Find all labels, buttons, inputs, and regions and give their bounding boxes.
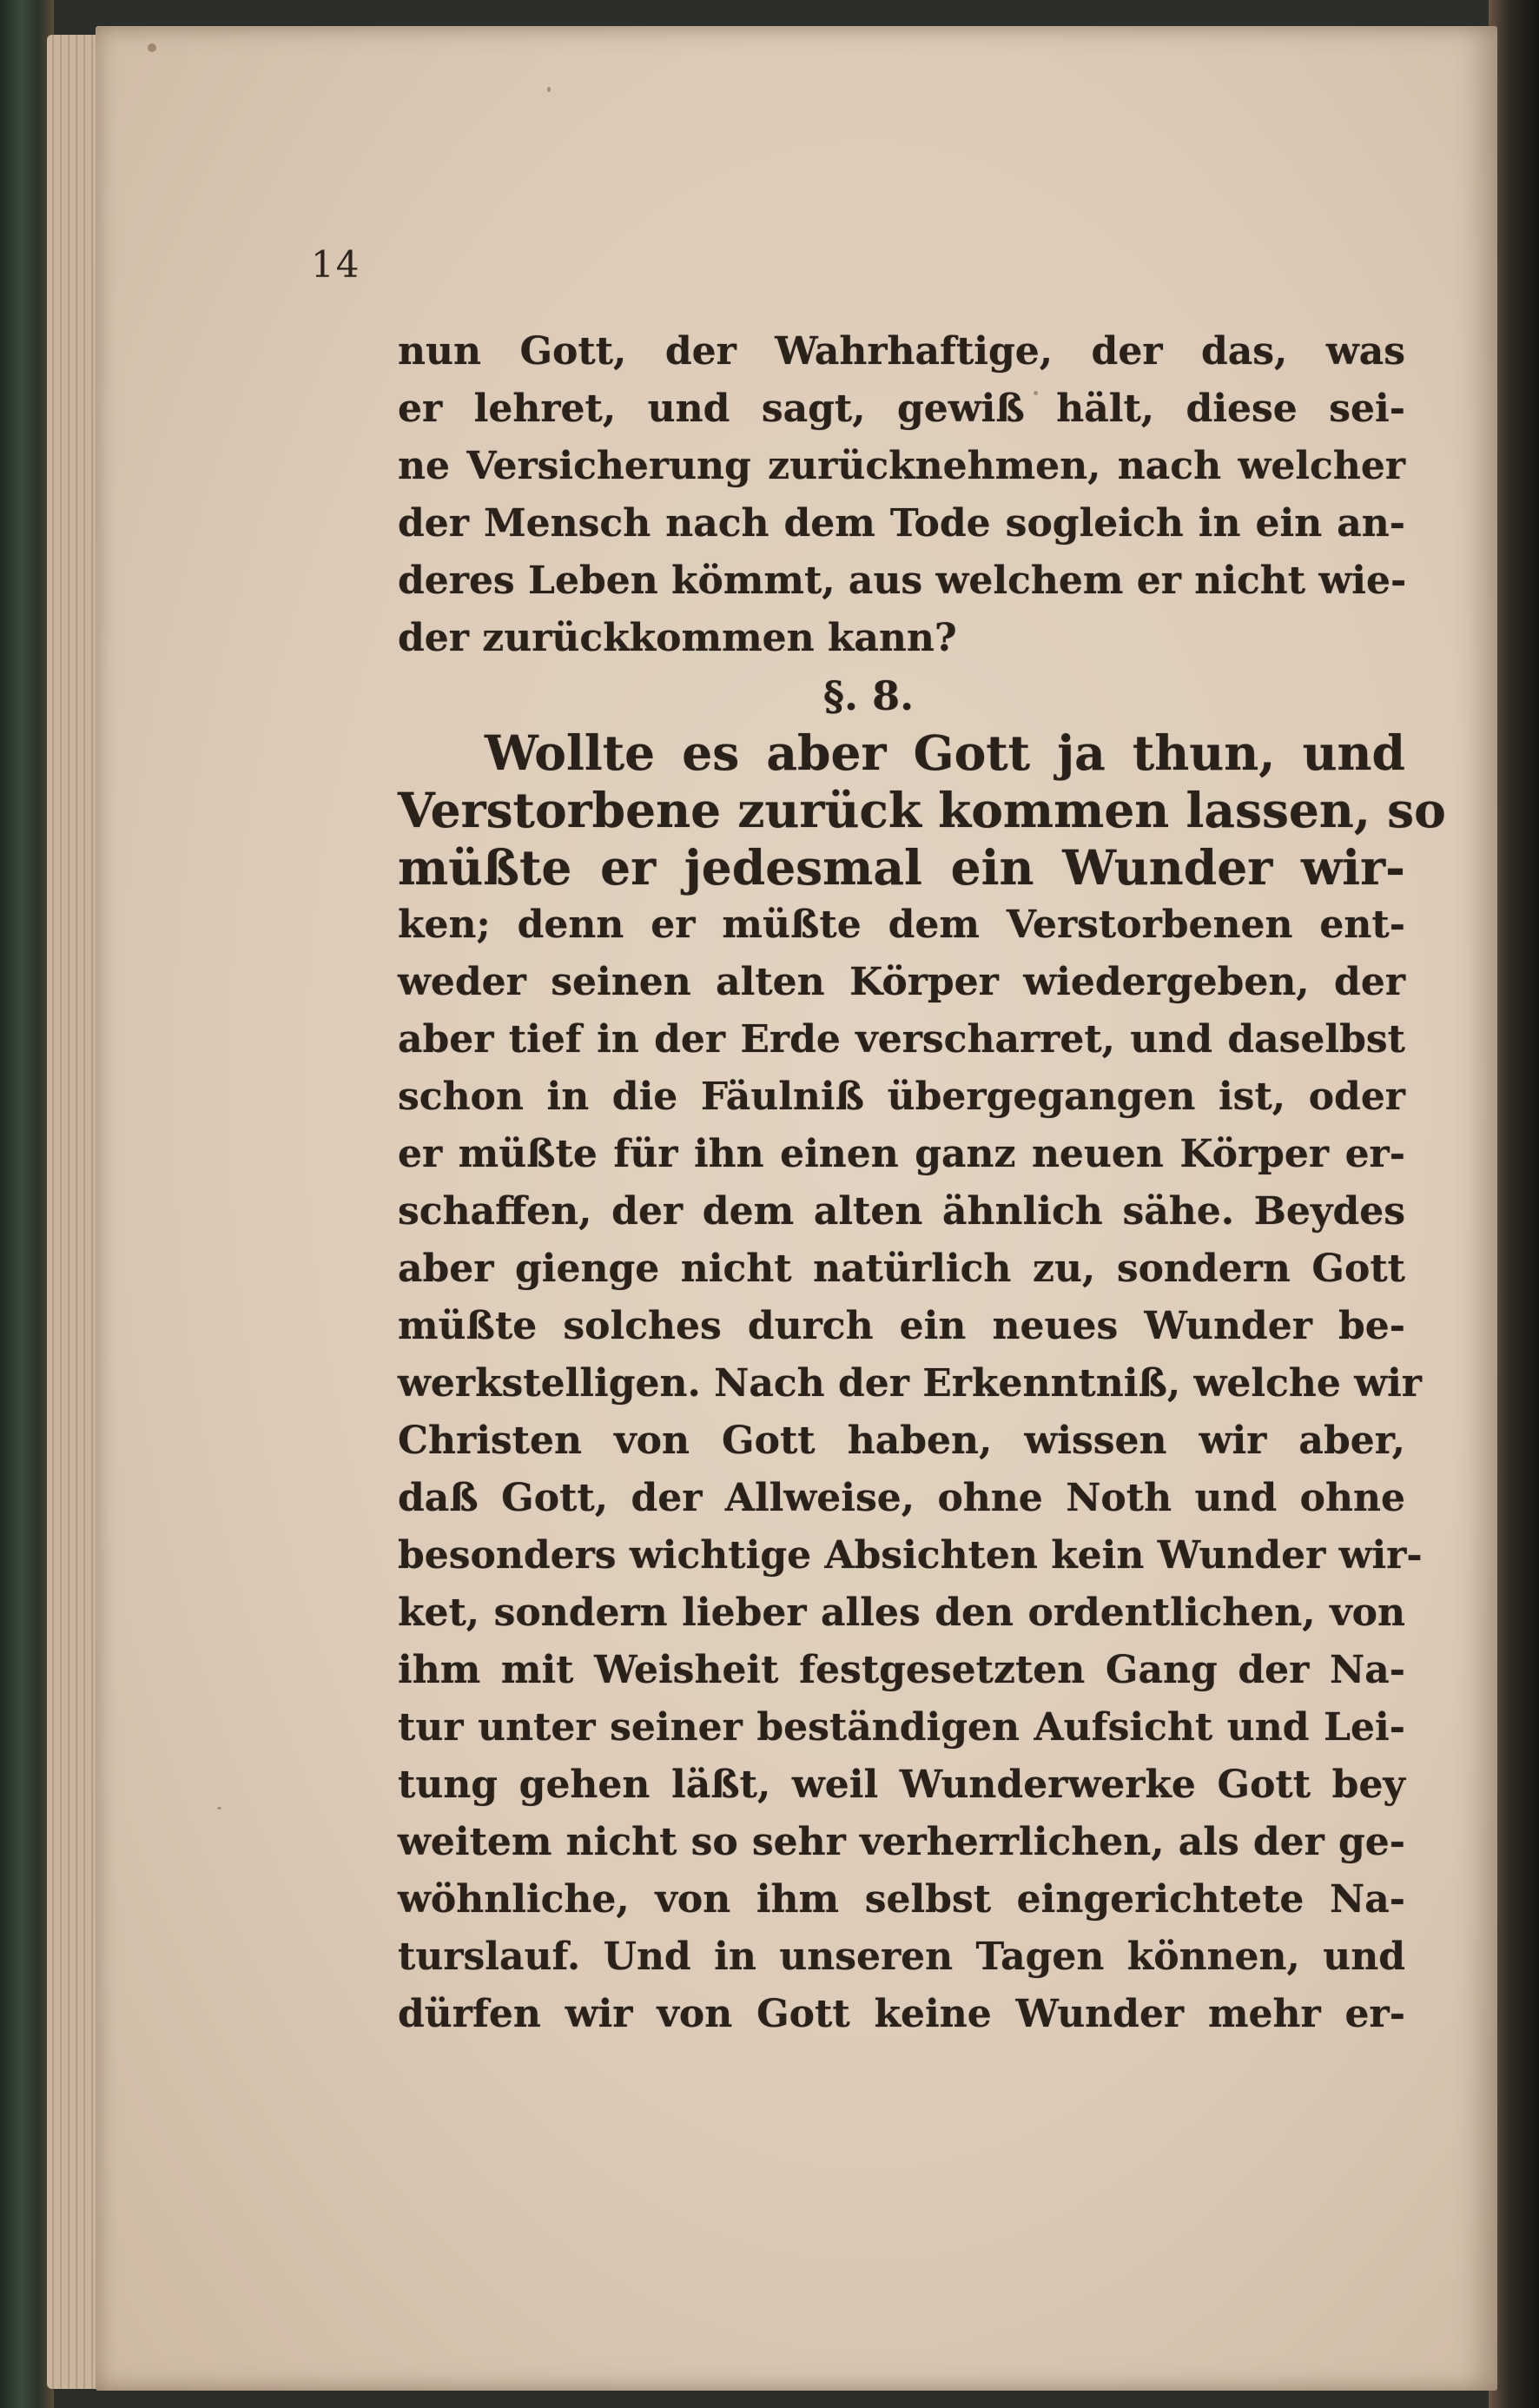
text-line: tur unter seiner beständigen Aufsicht und Lei- xyxy=(398,1705,1405,1750)
text-line: ket, sondern lieber alles den ordentlichen, von xyxy=(398,1591,1405,1635)
text-line: besonders wichtige Absichten kein Wunder wir- xyxy=(398,1533,1423,1578)
section-heading: §. 8. xyxy=(823,672,915,719)
text-line: er müßte für ihn einen ganz neuen Körper er- xyxy=(398,1132,1405,1176)
text-line-large: Wollte es aber Gott ja thun, und xyxy=(485,724,1405,781)
paper-speck xyxy=(148,43,156,52)
text-line: der Mensch nach dem Tode sogleich in ein an- xyxy=(398,501,1405,546)
text-line: weder seinen alten Körper wiedergeben, der xyxy=(398,960,1405,1004)
text-line: aber tief in der Erde verscharret, und daselbst xyxy=(398,1017,1405,1062)
text-line: weitem nicht so sehr verherrlichen, als der ge- xyxy=(398,1820,1405,1864)
text-line: der zurückkommen kann? xyxy=(398,616,957,660)
body-text xyxy=(398,323,1446,2043)
text-line: nun Gott, der Wahrhaftige, der das, was xyxy=(398,329,1405,374)
text-line: werkstelligen. Nach der Erkenntniß, welche wir xyxy=(398,1361,1422,1406)
book-cover-edge xyxy=(0,0,54,2408)
text-line: tung gehen läßt, weil Wunderwerke Gott bey xyxy=(398,1763,1405,1807)
page-number: 14 xyxy=(311,243,361,286)
text-line: aber gienge nicht natürlich zu, sondern Gott xyxy=(398,1247,1405,1291)
text-line: schon in die Fäulniß übergegangen ist, oder xyxy=(398,1075,1405,1119)
paper-speck xyxy=(217,1807,221,1809)
text-line: müßte solches durch ein neues Wunder be- xyxy=(398,1304,1405,1348)
paper-speck xyxy=(547,87,551,92)
text-line: daß Gott, der Allweise, ohne Noth und ohne xyxy=(398,1476,1405,1520)
text-line: ken; denn er müßte dem Verstorbenen ent- xyxy=(398,903,1405,947)
text-line: ne Versicherung zurücknehmen, nach welcher xyxy=(398,444,1405,488)
text-line: ihm mit Weisheit festgesetzten Gang der Na- xyxy=(398,1648,1405,1692)
text-line: er lehret, und sagt, gewiß hält, diese sei- xyxy=(398,387,1405,431)
text-line-large: Verstorbene zurück kommen lassen, so xyxy=(398,782,1446,838)
text-line-large: müßte er jedesmal ein Wunder wir- xyxy=(398,839,1405,896)
text-line: dürfen wir von Gott keine Wunder mehr er- xyxy=(398,1992,1405,2036)
text-line: Christen von Gott haben, wissen wir aber, xyxy=(398,1419,1405,1463)
text-line: turslauf. Und in unseren Tagen können, und xyxy=(398,1935,1405,1979)
text-line: wöhnliche, von ihm selbst eingerichtete Na- xyxy=(398,1877,1405,1922)
text-line: deres Leben kömmt, aus welchem er nicht wie- xyxy=(398,559,1407,603)
text-line: schaffen, der dem alten ähnlich sähe. Beydes xyxy=(398,1189,1405,1234)
